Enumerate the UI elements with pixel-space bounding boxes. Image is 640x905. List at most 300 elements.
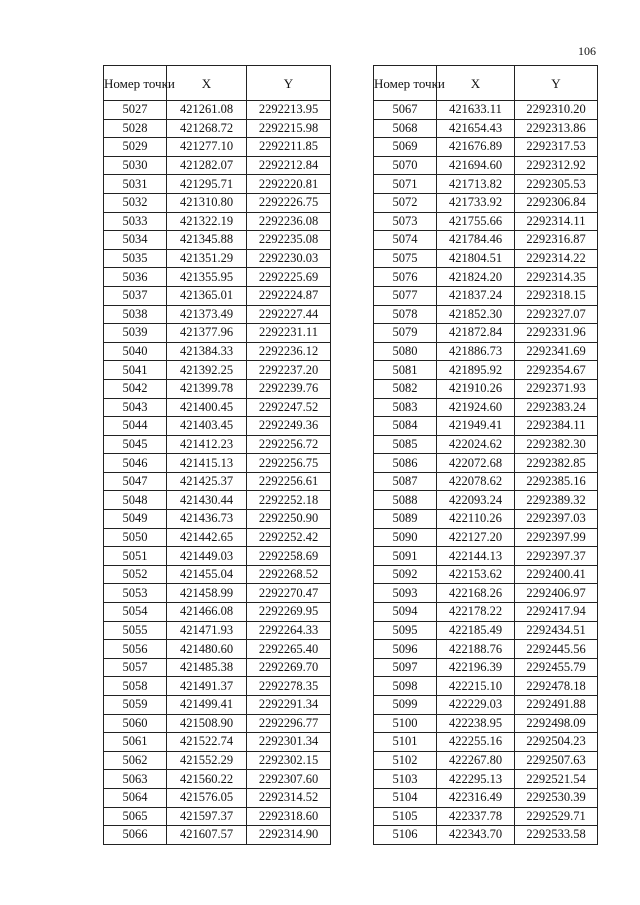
y-cell: 2292264.33 [247,621,331,640]
point-number-cell: 5067 [374,101,437,120]
y-cell: 2292269.95 [247,603,331,622]
point-number-cell: 5075 [374,249,437,268]
y-cell: 2292397.99 [515,528,598,547]
table-row [104,379,331,398]
y-cell: 2292498.09 [515,714,598,733]
table-row [374,435,598,454]
y-cell: 2292417.94 [515,603,598,622]
point-number-cell: 5080 [374,342,437,361]
point-number-cell: 5031 [104,175,167,194]
y-cell: 2292236.12 [247,342,331,361]
x-cell: 421466.08 [167,603,247,622]
table-row [104,677,331,696]
x-cell: 421607.57 [167,826,247,845]
table-row [374,584,598,603]
point-number-cell: 5072 [374,193,437,212]
point-number-cell: 5078 [374,305,437,324]
x-cell: 421576.05 [167,788,247,807]
y-cell: 2292384.11 [515,417,598,436]
point-number-cell: 5069 [374,138,437,157]
y-cell: 2292211.85 [247,138,331,157]
table-row [374,379,598,398]
point-number-cell: 5101 [374,733,437,752]
y-cell: 2292371.93 [515,379,598,398]
table-row [104,231,331,250]
point-number-cell: 5047 [104,472,167,491]
x-cell: 421552.29 [167,751,247,770]
y-cell: 2292533.58 [515,826,598,845]
y-cell: 2292317.53 [515,138,598,157]
point-number-cell: 5037 [104,286,167,305]
point-number-cell: 5092 [374,565,437,584]
point-number-cell: 5049 [104,510,167,529]
x-cell: 421886.73 [437,342,515,361]
header-y: Y [515,66,598,101]
x-cell: 422215.10 [437,677,515,696]
point-number-cell: 5058 [104,677,167,696]
table-row [104,286,331,305]
table-row [104,696,331,715]
point-number-cell: 5051 [104,547,167,566]
x-cell: 422144.13 [437,547,515,566]
x-cell: 421480.60 [167,640,247,659]
x-cell: 421365.01 [167,286,247,305]
table-header-row [374,66,598,101]
point-number-cell: 5046 [104,454,167,473]
table-row [104,417,331,436]
y-cell: 2292316.87 [515,231,598,250]
point-number-cell: 5090 [374,528,437,547]
point-number-cell: 5054 [104,603,167,622]
x-cell: 422072.68 [437,454,515,473]
y-cell: 2292382.85 [515,454,598,473]
table-row [374,565,598,584]
y-cell: 2292252.42 [247,528,331,547]
point-number-cell: 5064 [104,788,167,807]
y-cell: 2292327.07 [515,305,598,324]
point-number-cell: 5096 [374,640,437,659]
point-number-cell: 5085 [374,435,437,454]
table-row [104,826,331,845]
y-cell: 2292278.35 [247,677,331,696]
x-cell: 421597.37 [167,807,247,826]
table-row [104,342,331,361]
point-number-cell: 5043 [104,398,167,417]
x-cell: 421415.13 [167,454,247,473]
y-cell: 2292269.70 [247,658,331,677]
x-cell: 422196.39 [437,658,515,677]
header-point-number: Номер точки [374,66,437,101]
x-cell: 421403.45 [167,417,247,436]
x-cell: 421384.33 [167,342,247,361]
point-number-cell: 5100 [374,714,437,733]
x-cell: 422295.13 [437,770,515,789]
point-number-cell: 5073 [374,212,437,231]
table-row [374,138,598,157]
point-number-cell: 5062 [104,751,167,770]
y-cell: 2292491.88 [515,696,598,715]
y-cell: 2292529.71 [515,807,598,826]
table-row [374,472,598,491]
y-cell: 2292227.44 [247,305,331,324]
y-cell: 2292301.34 [247,733,331,752]
table-row [104,212,331,231]
table-row [104,454,331,473]
table-row [374,640,598,659]
point-number-cell: 5083 [374,398,437,417]
table-row [374,286,598,305]
y-cell: 2292212.84 [247,156,331,175]
y-cell: 2292305.53 [515,175,598,194]
table-row [104,807,331,826]
x-cell: 421282.07 [167,156,247,175]
table-row [104,770,331,789]
x-cell: 421491.37 [167,677,247,696]
y-cell: 2292521.54 [515,770,598,789]
table-row [104,788,331,807]
y-cell: 2292230.03 [247,249,331,268]
point-number-cell: 5103 [374,770,437,789]
y-cell: 2292220.81 [247,175,331,194]
table-row [374,212,598,231]
point-number-cell: 5104 [374,788,437,807]
y-cell: 2292400.41 [515,565,598,584]
y-cell: 2292310.20 [515,101,598,120]
x-cell: 421755.66 [437,212,515,231]
point-number-cell: 5097 [374,658,437,677]
table-row [104,101,331,120]
point-number-cell: 5086 [374,454,437,473]
point-number-cell: 5106 [374,826,437,845]
x-cell: 421436.73 [167,510,247,529]
x-cell: 421277.10 [167,138,247,157]
point-number-cell: 5089 [374,510,437,529]
y-cell: 2292268.52 [247,565,331,584]
x-cell: 421676.89 [437,138,515,157]
table-row [104,640,331,659]
table-row [374,305,598,324]
x-cell: 421377.96 [167,324,247,343]
x-cell: 421560.22 [167,770,247,789]
y-cell: 2292314.11 [515,212,598,231]
x-cell: 421425.37 [167,472,247,491]
y-cell: 2292318.60 [247,807,331,826]
x-cell: 421733.92 [437,193,515,212]
x-cell: 422188.76 [437,640,515,659]
table-row [104,491,331,510]
table-row [374,249,598,268]
table-row [104,361,331,380]
x-cell: 421351.29 [167,249,247,268]
table-row [374,454,598,473]
table-row [374,342,598,361]
x-cell: 421310.80 [167,193,247,212]
table-row [374,770,598,789]
y-cell: 2292296.77 [247,714,331,733]
point-number-cell: 5063 [104,770,167,789]
table-row [104,398,331,417]
x-cell: 422255.16 [437,733,515,752]
point-number-cell: 5082 [374,379,437,398]
y-cell: 2292250.90 [247,510,331,529]
y-cell: 2292382.30 [515,435,598,454]
y-cell: 2292389.32 [515,491,598,510]
point-number-cell: 5095 [374,621,437,640]
point-number-cell: 5084 [374,417,437,436]
x-cell: 422110.26 [437,510,515,529]
x-cell: 421852.30 [437,305,515,324]
table-row [104,175,331,194]
x-cell: 421824.20 [437,268,515,287]
table-row [104,510,331,529]
y-cell: 2292314.22 [515,249,598,268]
y-cell: 2292307.60 [247,770,331,789]
table-row [374,677,598,696]
table-row [104,138,331,157]
point-number-cell: 5079 [374,324,437,343]
y-cell: 2292224.87 [247,286,331,305]
table-row [104,528,331,547]
page-number: 106 [578,44,596,58]
x-cell: 421633.11 [437,101,515,120]
y-cell: 2292354.67 [515,361,598,380]
x-cell: 421430.44 [167,491,247,510]
table-row [104,751,331,770]
header-y: Y [247,66,331,101]
x-cell: 422093.24 [437,491,515,510]
y-cell: 2292256.72 [247,435,331,454]
point-number-cell: 5060 [104,714,167,733]
x-cell: 421804.51 [437,249,515,268]
point-number-cell: 5098 [374,677,437,696]
point-number-cell: 5027 [104,101,167,120]
table-row [104,658,331,677]
x-cell: 422185.49 [437,621,515,640]
table-row [374,510,598,529]
point-number-cell: 5091 [374,547,437,566]
y-cell: 2292258.69 [247,547,331,566]
x-cell: 422024.62 [437,435,515,454]
point-number-cell: 5052 [104,565,167,584]
y-cell: 2292314.90 [247,826,331,845]
x-cell: 421399.78 [167,379,247,398]
table-row [374,101,598,120]
x-cell: 421412.23 [167,435,247,454]
table-row [104,249,331,268]
table-header-row [104,66,331,101]
point-number-cell: 5099 [374,696,437,715]
y-cell: 2292302.15 [247,751,331,770]
point-number-cell: 5061 [104,733,167,752]
y-cell: 2292507.63 [515,751,598,770]
y-cell: 2292226.75 [247,193,331,212]
x-cell: 421355.95 [167,268,247,287]
header-x: X [167,66,247,101]
point-number-cell: 5093 [374,584,437,603]
point-number-cell: 5042 [104,379,167,398]
table-row [374,547,598,566]
header-x: X [437,66,515,101]
x-cell: 421713.82 [437,175,515,194]
table-row [374,788,598,807]
y-cell: 2292341.69 [515,342,598,361]
table-row [104,435,331,454]
x-cell: 422316.49 [437,788,515,807]
x-cell: 422153.62 [437,565,515,584]
table-row [374,231,598,250]
y-cell: 2292314.52 [247,788,331,807]
table-row [374,361,598,380]
point-number-cell: 5036 [104,268,167,287]
point-number-cell: 5055 [104,621,167,640]
table-row [374,807,598,826]
table-row [104,621,331,640]
y-cell: 2292247.52 [247,398,331,417]
x-cell: 421485.38 [167,658,247,677]
point-number-cell: 5039 [104,324,167,343]
point-number-cell: 5077 [374,286,437,305]
point-number-cell: 5029 [104,138,167,157]
y-cell: 2292215.98 [247,119,331,138]
y-cell: 2292397.37 [515,547,598,566]
y-cell: 2292530.39 [515,788,598,807]
x-cell: 421924.60 [437,398,515,417]
table-row [104,268,331,287]
y-cell: 2292270.47 [247,584,331,603]
x-cell: 421471.93 [167,621,247,640]
x-cell: 421392.25 [167,361,247,380]
point-number-cell: 5065 [104,807,167,826]
x-cell: 421654.43 [437,119,515,138]
table-row [374,398,598,417]
x-cell: 421455.04 [167,565,247,584]
point-number-cell: 5088 [374,491,437,510]
x-cell: 422238.95 [437,714,515,733]
point-number-cell: 5034 [104,231,167,250]
point-number-cell: 5074 [374,231,437,250]
y-cell: 2292291.34 [247,696,331,715]
x-cell: 421895.92 [437,361,515,380]
point-number-cell: 5028 [104,119,167,138]
point-number-cell: 5045 [104,435,167,454]
x-cell: 421458.99 [167,584,247,603]
x-cell: 421872.84 [437,324,515,343]
point-number-cell: 5056 [104,640,167,659]
y-cell: 2292445.56 [515,640,598,659]
x-cell: 421949.41 [437,417,515,436]
y-cell: 2292385.16 [515,472,598,491]
table-row [374,119,598,138]
y-cell: 2292383.24 [515,398,598,417]
y-cell: 2292265.40 [247,640,331,659]
y-cell: 2292235.08 [247,231,331,250]
y-cell: 2292239.76 [247,379,331,398]
y-cell: 2292231.11 [247,324,331,343]
point-number-cell: 5033 [104,212,167,231]
x-cell: 421449.03 [167,547,247,566]
x-cell: 421442.65 [167,528,247,547]
table-row [374,193,598,212]
x-cell: 421295.71 [167,175,247,194]
point-number-cell: 5044 [104,417,167,436]
x-cell: 422337.78 [437,807,515,826]
x-cell: 422127.20 [437,528,515,547]
table-row [104,305,331,324]
x-cell: 422267.80 [437,751,515,770]
point-number-cell: 5081 [374,361,437,380]
y-cell: 2292237.20 [247,361,331,380]
x-cell: 421837.24 [437,286,515,305]
point-number-cell: 5053 [104,584,167,603]
table-row [374,621,598,640]
point-number-cell: 5094 [374,603,437,622]
point-number-cell: 5087 [374,472,437,491]
x-cell: 421910.26 [437,379,515,398]
y-cell: 2292306.84 [515,193,598,212]
y-cell: 2292312.92 [515,156,598,175]
x-cell: 421400.45 [167,398,247,417]
x-cell: 421522.74 [167,733,247,752]
table-row [104,714,331,733]
x-cell: 422343.70 [437,826,515,845]
x-cell: 421322.19 [167,212,247,231]
x-cell: 422078.62 [437,472,515,491]
table-row [104,584,331,603]
point-number-cell: 5105 [374,807,437,826]
y-cell: 2292434.51 [515,621,598,640]
y-cell: 2292397.03 [515,510,598,529]
point-number-cell: 5057 [104,658,167,677]
table-row [374,324,598,343]
point-number-cell: 5066 [104,826,167,845]
point-number-cell: 5070 [374,156,437,175]
table-row [374,826,598,845]
point-number-cell: 5048 [104,491,167,510]
y-cell: 2292256.75 [247,454,331,473]
x-cell: 421373.49 [167,305,247,324]
table-row [374,175,598,194]
y-cell: 2292252.18 [247,491,331,510]
table-row [374,603,598,622]
point-number-cell: 5030 [104,156,167,175]
table-row [374,268,598,287]
y-cell: 2292236.08 [247,212,331,231]
table-row [104,119,331,138]
table-row [104,603,331,622]
point-number-cell: 5102 [374,751,437,770]
point-number-cell: 5059 [104,696,167,715]
y-cell: 2292256.61 [247,472,331,491]
x-cell: 421499.41 [167,696,247,715]
header-point-number: Номер точки [104,66,167,101]
y-cell: 2292213.95 [247,101,331,120]
x-cell: 422229.03 [437,696,515,715]
table-row [374,714,598,733]
y-cell: 2292406.97 [515,584,598,603]
point-number-cell: 5035 [104,249,167,268]
y-cell: 2292313.86 [515,119,598,138]
table-row [104,547,331,566]
point-number-cell: 5068 [374,119,437,138]
x-cell: 422168.26 [437,584,515,603]
coordinates-table-left [103,65,331,845]
x-cell: 421268.72 [167,119,247,138]
y-cell: 2292331.96 [515,324,598,343]
y-cell: 2292455.79 [515,658,598,677]
table-row [374,658,598,677]
x-cell: 421261.08 [167,101,247,120]
point-number-cell: 5076 [374,268,437,287]
